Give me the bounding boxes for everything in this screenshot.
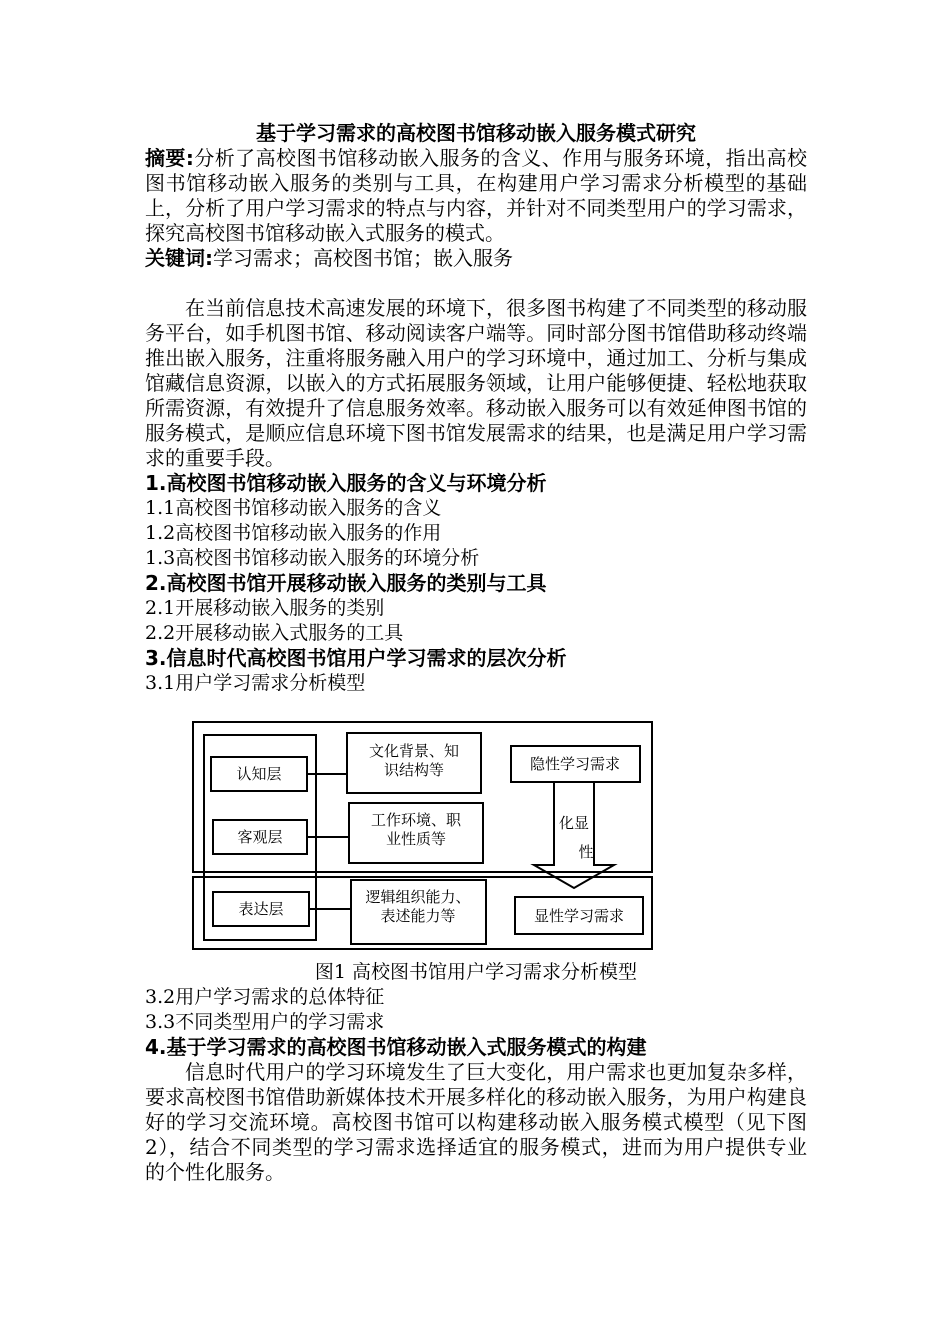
section-3-3-heading: 3.3不同类型用户的学习需求 — [145, 1011, 385, 1033]
logic-box-line2: 表述能力等 — [380, 907, 456, 925]
section-3-1-heading: 3.1用户学习需求分析模型 — [145, 672, 366, 694]
arrow-label-line1: 化显 — [558, 814, 590, 832]
paper-title: 基于学习需求的高校图书馆移动嵌入服务模式研究 — [256, 121, 696, 145]
section-1-heading: 1.高校图书馆移动嵌入服务的含义与环境分析 — [145, 471, 547, 495]
explicit-need-label: 显性学习需求 — [533, 907, 625, 925]
section-1-1-heading: 1.1高校图书馆移动嵌入服务的含义 — [145, 497, 442, 519]
figure-1-caption: 图1 高校图书馆用户学习需求分析模型 — [314, 961, 638, 983]
work-box-line1: 工作环境、职 — [370, 811, 462, 829]
cognitive-layer-label: 认知层 — [236, 765, 282, 783]
keywords-label: 关键词: — [145, 246, 213, 270]
section-1-3-heading: 1.3高校图书馆移动嵌入服务的环境分析 — [145, 547, 480, 569]
arrow-label-line2: 性 — [578, 843, 594, 861]
section-2-2-heading: 2.2开展移动嵌入式服务的工具 — [145, 622, 404, 644]
culture-box-line2: 识结构等 — [383, 761, 445, 779]
figure-1 — [145, 702, 807, 954]
keywords-text: 学习需求；高校图书馆；嵌入服务 — [213, 246, 513, 270]
keywords — [145, 246, 807, 271]
learning-needs-model-diagram — [145, 702, 807, 954]
intro-paragraph: 在当前信息技术高速发展的环境下，很多图书构建了不同类型的移动服务平台，如手机图书馆、移动阅读客户端等。同时部分图书馆借助移动终端推出嵌入服务，注重将服务融入用户的学习环境中，通过加工、分析与集成馆藏信息资源，以嵌入的方式拓展服务领域，让用户能够便捷、轻松地获取所需资源，有效提升了信息服务效率。移动嵌入服务可以有效延伸图书馆的服务模式，是顺应信息环境下图书馆发展需求的结果，也是满足用户学习需求的重要手段。 — [145, 296, 807, 470]
section-3-2-heading: 3.2用户学习需求的总体特征 — [145, 986, 385, 1008]
implicit-need-label: 隐性学习需求 — [529, 755, 621, 773]
abstract-label: 摘要: — [145, 146, 194, 170]
section-1-2-heading: 1.2高校图书馆移动嵌入服务的作用 — [145, 522, 442, 544]
section-3-heading: 3.信息时代高校图书馆用户学习需求的层次分析 — [145, 646, 567, 670]
abstract-text: 分析了高校图书馆移动嵌入服务的含义、作用与服务环境，指出高校图书馆移动嵌入服务的类别与工具，在构建用户学习需求分析模型的基础上，分析了用户学习需求的特点与内容，并针对不同类型用户的学习需求，探究高校图书馆移动嵌入式服务的模式。 — [145, 146, 807, 245]
logic-box-line1: 逻辑组织能力、 — [365, 888, 471, 906]
expression-layer-label: 表达层 — [238, 900, 284, 918]
document-page — [145, 120, 807, 1185]
closing-paragraph: 信息时代用户的学习环境发生了巨大变化，用户需求也更加复杂多样，要求高校图书馆借助新媒体技术开展多样化的移动嵌入服务，为用户构建良好的学习交流环境。高校图书馆可以构建移动嵌入服务模式模型（见下图2），结合不同类型的学习需求选择适宜的服务模式，进而为用户提供专业的个性化服务。 — [145, 1060, 807, 1184]
section-4-heading: 4.基于学习需求的高校图书馆移动嵌入式服务模式的构建 — [145, 1035, 647, 1059]
culture-box-line1: 文化背景、知 — [368, 742, 460, 760]
work-box-line2: 业性质等 — [385, 830, 447, 848]
section-2-heading: 2.高校图书馆开展移动嵌入服务的类别与工具 — [145, 571, 547, 595]
section-2-1-heading: 2.1开展移动嵌入服务的类别 — [145, 597, 385, 619]
objective-layer-label: 客观层 — [237, 828, 283, 846]
abstract — [145, 146, 807, 246]
